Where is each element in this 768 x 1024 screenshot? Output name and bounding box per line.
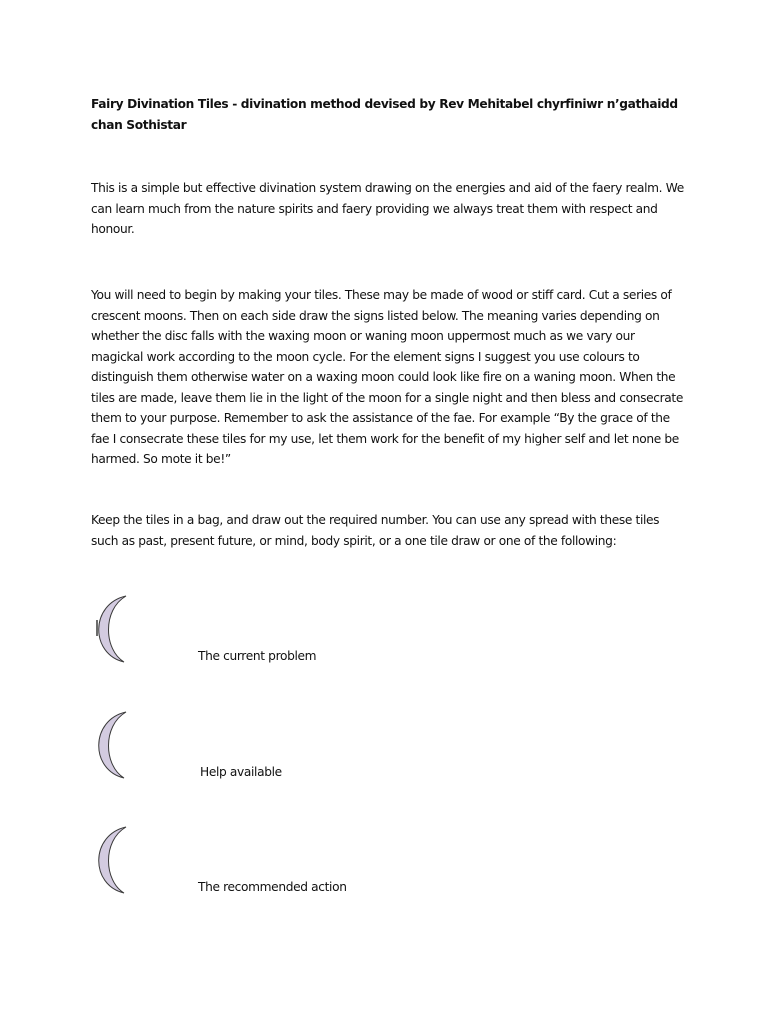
crescent-moon-icon bbox=[88, 594, 128, 664]
document-title: Fairy Divination Tiles - divination method devised by Rev Mehitabel chyrfiniwr n’gathaidd chan Sothistar bbox=[91, 97, 678, 132]
intro-paragraph: This is a simple but effective divination system drawing on the energies and aid of the faery realm. We can learn much from the nature spirits and faery providing we always treat them with respect and honour. bbox=[91, 181, 684, 236]
spread-label-recommended-action: The recommended action bbox=[198, 880, 347, 894]
spread-paragraph: Keep the tiles in a bag, and draw out the required number. You can use any spread with these tiles such as past, present future, or mind, body spirit, or a one tile draw or one of the following: bbox=[91, 513, 660, 548]
crescent-moon-icon bbox=[88, 710, 128, 780]
spread-label-help-available: Help available bbox=[200, 765, 282, 779]
spread-label-current-problem: The current problem bbox=[198, 649, 317, 663]
instructions-paragraph: You will need to begin by making your tiles. These may be made of wood or stiff card. Cut a series of crescent moons. Then on each side draw the signs listed below. The meaning varies depending on whether the disc falls with the waxing moon or waning moon uppermost much as we vary our magickal work according to the moon cycle. For the element signs I suggest you use colours to distinguish them otherwise water on a waxing moon could look like fire on a waning moon. When the tiles are made, leave them lie in the light of the moon for a single night and then bless and consecrate them to your purpose. Remember to ask the assistance of the fae. For example “By the grace of the fae I consecrate these tiles for my use, let them work for the benefit of my higher self and let none be harmed. So mote it be!” bbox=[91, 288, 683, 466]
crescent-moon-icon bbox=[88, 825, 128, 895]
